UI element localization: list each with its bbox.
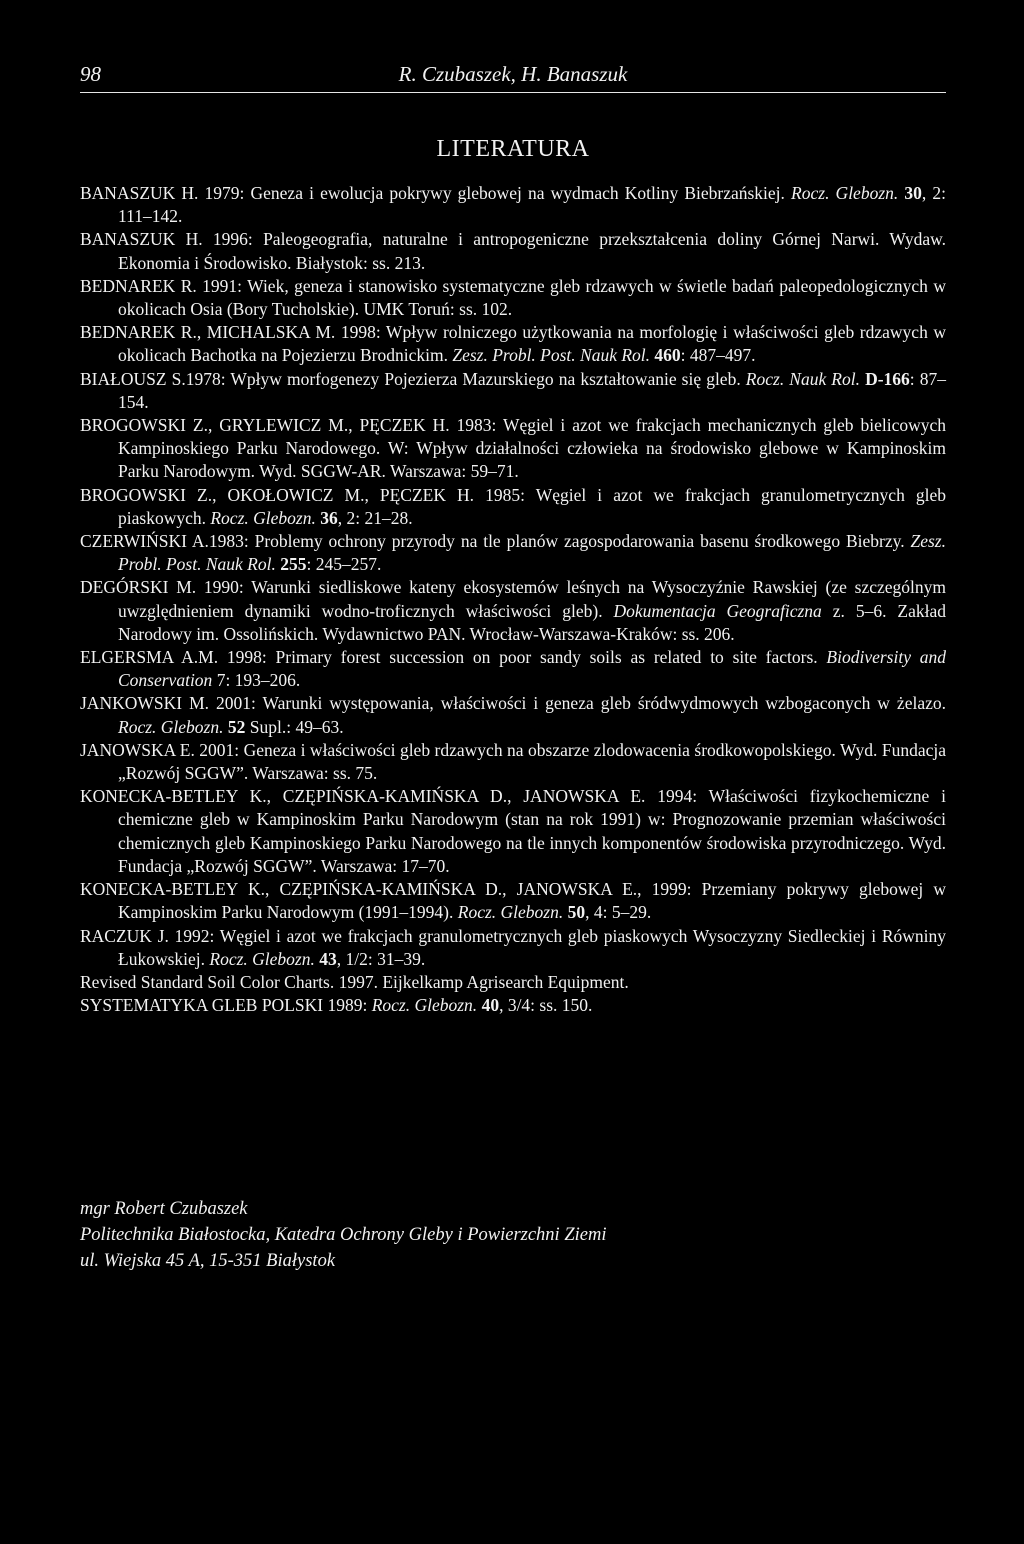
reference-entry xyxy=(80,971,946,994)
reference-text: JANOWSKA E. 2001: Geneza i właściwości gleb rdzawych na obszarze zlodowacenia środkowopolskiego. Wyd. Fundacja „Rozwój SGGW”. Warszawa: ss. 75. xyxy=(80,739,946,784)
reference-entry xyxy=(80,576,946,646)
reference-text: , 4: 5–29. xyxy=(585,902,652,923)
reference-entry xyxy=(80,275,946,321)
reference-entry xyxy=(80,321,946,367)
reference-text: KONECKA-BETLEY K., CZĘPIŃSKA-KAMIŃSKA D., JANOWSKA E. 1994: Właściwości fizykochemiczne i chemiczne gleb w Kampinoskim Parku Narodowym (stan na rok 1991) w: Prognozowanie przemian właściwości chemicznych gleb Kampinoskiego Parku Narodowego na tle innych komponentów środowiska przyrodniczego. Wyd. Fundacja „Rozwój SGGW”. Warszawa: 17–70. xyxy=(80,786,946,876)
volume-number: 50 xyxy=(567,902,586,923)
journal-title: Rocz. Glebozn. xyxy=(791,183,899,203)
section-title: LITERATURA xyxy=(436,136,590,162)
reference-entry xyxy=(80,878,946,924)
reference-entry xyxy=(80,484,946,530)
author-institution: Politechnika Białostocka, Katedra Ochrony Gleby i Powierzchni Ziemi xyxy=(80,1225,607,1245)
reference-text: : 87–154. xyxy=(118,368,946,412)
reference-text: BANASZUK H. 1996: Paleogeografia, naturalne i antropogeniczne przekształcenia doliny Górnej Narwi. Wydaw. Ekonomia i Środowisko. Białystok: ss. 213. xyxy=(80,229,946,273)
reference-text: Revised Standard Soil Color Charts. 1997. Eijkelkamp Agrisearch Equipment. xyxy=(80,971,629,992)
reference-text: : 245–257. xyxy=(306,554,382,575)
reference-text: , 1/2: 31–39. xyxy=(336,948,426,969)
author-affiliation xyxy=(80,1196,946,1274)
reference-text: BROGOWSKI Z., OKOŁOWICZ M., PĘCZEK H. 1985: Węgiel i azot we frakcjach granulometrycznych gleb piaskowych. xyxy=(80,484,946,528)
volume-number: 460 xyxy=(654,345,681,366)
reference-entry xyxy=(80,530,946,576)
reference-entry xyxy=(80,692,946,738)
reference-entry xyxy=(80,414,946,484)
reference-text: : 487–497. xyxy=(680,345,756,366)
journal-title: Rocz. Glebozn. xyxy=(118,716,224,737)
volume-number: 43 xyxy=(319,948,337,969)
reference-entry xyxy=(80,646,946,692)
reference-text: 7: 193–206. xyxy=(212,670,301,691)
journal-title: Rocz. Glebozn. xyxy=(210,507,316,528)
journal-title: Zesz. Probl. Post. Nauk Rol. xyxy=(452,345,651,366)
reference-text: BEDNAREK R. 1991: Wiek, geneza i stanowisko systematyczne gleb rdzawych w świetle badań paleopedologicznych w okolicach Osia (Bory Tucholskie). UMK Toruń: ss. 102. xyxy=(80,275,946,320)
running-title: R. Czubaszek, H. Banaszuk xyxy=(398,62,628,86)
journal-title: Zesz. Probl. Post. Nauk Rol. xyxy=(118,531,946,575)
reference-text: BIAŁOUSZ S.1978: Wpływ morfogenezy Pojezierza Mazurskiego na kształtowanie się gleb. xyxy=(80,368,746,389)
reference-entry xyxy=(80,228,946,274)
journal-title: Rocz. Glebozn. xyxy=(371,995,478,1016)
journal-title: Rocz. Glebozn. xyxy=(209,948,315,969)
volume-number: 255 xyxy=(280,554,307,575)
reference-text: , 3/4: ss. 150. xyxy=(499,995,593,1016)
journal-title: Rocz. Glebozn. xyxy=(457,902,564,923)
reference-entry xyxy=(80,785,946,878)
volume-number: 30 xyxy=(904,183,922,203)
reference-text: JANKOWSKI M. 2001: Warunki występowania, właściwości i geneza gleb śródwydmowych wzbogaconych w żelazo. xyxy=(80,693,946,714)
reference-entry xyxy=(80,368,946,414)
volume-number: 36 xyxy=(320,507,338,528)
page-header xyxy=(80,62,946,93)
reference-text: ELGERSMA A.M. 1998: Primary forest succession on poor sandy soils as related to site factors. xyxy=(80,647,827,668)
author-name: mgr Robert Czubaszek xyxy=(80,1199,248,1219)
page-number: 98 xyxy=(80,62,101,86)
reference-text: KONECKA-BETLEY K., CZĘPIŃSKA-KAMIŃSKA D., JANOWSKA E., 1999: Przemiany pokrywy glebowej w Kampinoskim Parku Narodowym (1991–1994). xyxy=(80,879,946,923)
reference-text: DEGÓRSKI M. 1990: Warunki siedliskowe kateny ekosystemów leśnych na Wysoczyźnie Rawskiej (ze szczególnym uwzględnieniem dynamiki wodno-troficznych właściwości gleb). xyxy=(80,577,946,621)
reference-entry xyxy=(80,182,946,228)
author-address: ul. Wiejska 45 A, 15-351 Białystok xyxy=(80,1251,336,1271)
journal-title: Dokumentacja Geograficzna xyxy=(613,600,822,621)
reference-entry xyxy=(80,739,946,785)
volume-number: 40 xyxy=(481,995,500,1016)
reference-entry xyxy=(80,925,946,971)
reference-text: CZERWIŃSKI A.1983: Problemy ochrony przyrody na tle planów zagospodarowania basenu środkowego Biebrzy. xyxy=(80,531,911,552)
reference-text: RACZUK J. 1992: Węgiel i azot we frakcjach granulometrycznych gleb piaskowych Wysoczyzny Siedleckiej i Równiny Łukowskiej. xyxy=(80,925,946,969)
reference-text: z. 5–6. Zakład Narodowy im. Ossolińskich. Wydawnictwo PAN. Wrocław-Warszawa-Kraków: ss. 206. xyxy=(118,600,946,644)
reference-text: SYSTEMATYKA GLEB POLSKI 1989: xyxy=(80,995,372,1016)
volume-number: 52 xyxy=(227,716,246,737)
reference-text: , 2: 111–142. xyxy=(118,183,946,227)
reference-list xyxy=(80,182,946,1017)
journal-title: Biodiversity and Conservation xyxy=(118,647,947,691)
reference-text: , 2: 21–28. xyxy=(337,507,413,528)
reference-text: Supl.: 49–63. xyxy=(245,716,344,737)
reference-text: BEDNAREK R., MICHALSKA M. 1998: Wpływ rolniczego użytkowania na morfologię i właściwości gleb rdzawych w okolicach Bachotka na Pojezierzu Brodnickim. xyxy=(80,322,946,366)
volume-number: D-166 xyxy=(865,368,910,389)
reference-text: BROGOWSKI Z., GRYLEWICZ M., PĘCZEK H. 1983: Węgiel i azot we frakcjach mechanicznych gleb bielicowych Kampinoskiego Parku Narodowego. W: Wpływ działalności człowieka na środowisko glebowe w Kampinoskim Parku Narodowym. Wyd. SGGW-AR. Warszawa: 59–71. xyxy=(80,415,946,482)
reference-entry xyxy=(80,994,946,1017)
reference-text: BANASZUK H. 1979: Geneza i ewolucja pokrywy glebowej na wydmach Kotliny Biebrzańskiej. xyxy=(80,183,792,203)
journal-title: Rocz. Nauk Rol. xyxy=(745,368,860,389)
